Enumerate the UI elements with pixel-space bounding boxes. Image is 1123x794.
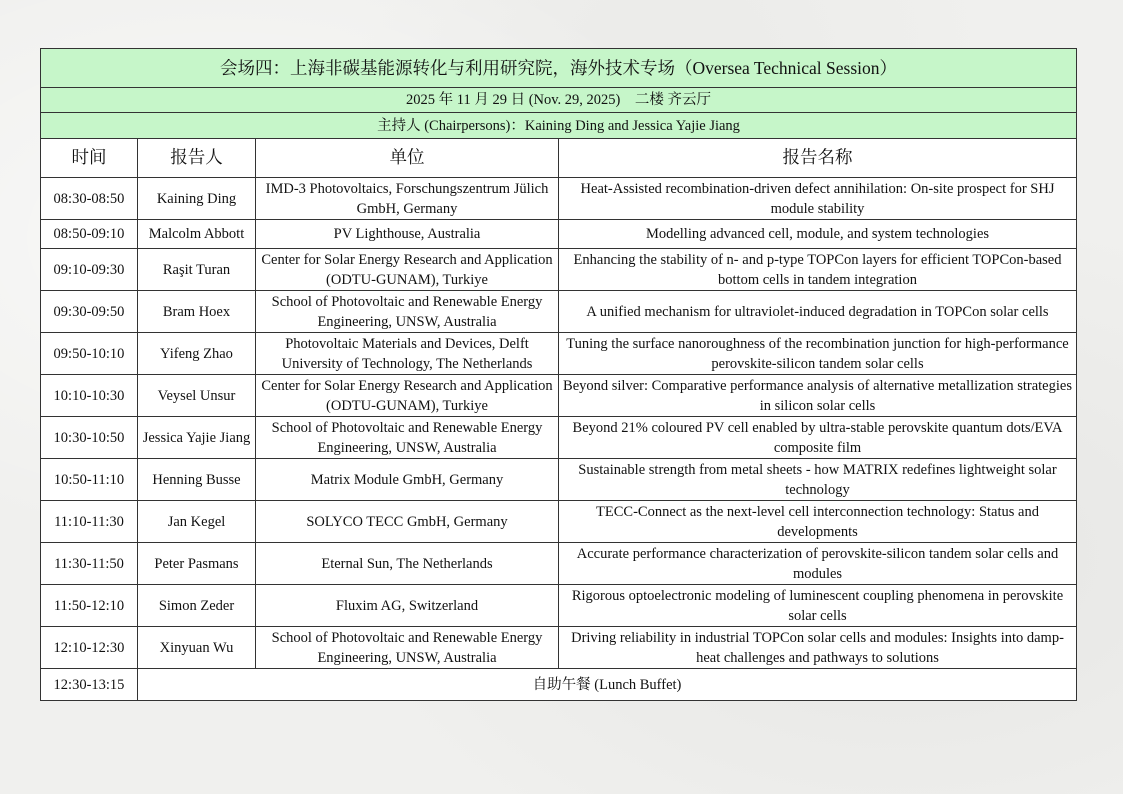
session-speaker: Jan Kegel [138, 501, 256, 543]
table-row [41, 375, 1077, 417]
session-speaker: Raşit Turan [138, 249, 256, 291]
session-talk-title: Driving reliability in industrial TOPCon solar cells and modules: Insights into damp-heat challenges and pathways to solutions [559, 627, 1077, 669]
session-talk-title: A unified mechanism for ultraviolet-induced degradation in TOPCon solar cells [559, 291, 1077, 333]
table-row [41, 417, 1077, 459]
session-unit: School of Photovoltaic and Renewable Energy Engineering, UNSW, Australia [256, 417, 559, 459]
session-time: 09:30-09:50 [41, 291, 138, 333]
session-time: 08:30-08:50 [41, 178, 138, 220]
session-time: 10:50-11:10 [41, 459, 138, 501]
table-row [41, 333, 1077, 375]
table-row [41, 291, 1077, 333]
table-row [41, 501, 1077, 543]
session-time: 10:30-10:50 [41, 417, 138, 459]
session-talk-title: Modelling advanced cell, module, and system technologies [559, 220, 1077, 249]
table-row [41, 459, 1077, 501]
session-time: 12:10-12:30 [41, 627, 138, 669]
table-row [41, 543, 1077, 585]
column-header-unit: 单位 [256, 139, 559, 178]
table-row [41, 220, 1077, 249]
table-row [41, 627, 1077, 669]
session-speaker: Veysel Unsur [138, 375, 256, 417]
session-unit: Matrix Module GmbH, Germany [256, 459, 559, 501]
session-speaker: Malcolm Abbott [138, 220, 256, 249]
session-unit: Center for Solar Energy Research and Application (ODTU-GUNAM), Turkiye [256, 249, 559, 291]
table-row [41, 585, 1077, 627]
session-unit: Eternal Sun, The Netherlands [256, 543, 559, 585]
session-unit: IMD-3 Photovoltaics, Forschungszentrum Jülich GmbH, Germany [256, 178, 559, 220]
session-unit: PV Lighthouse, Australia [256, 220, 559, 249]
session-talk-title: Heat-Assisted recombination-driven defect annihilation: On-site prospect for SHJ module stability [559, 178, 1077, 220]
session-time: 11:30-11:50 [41, 543, 138, 585]
session-title-row [41, 49, 1077, 88]
session-time: 11:50-12:10 [41, 585, 138, 627]
session-speaker: Xinyuan Wu [138, 627, 256, 669]
session-talk-title: Beyond 21% coloured PV cell enabled by ultra-stable perovskite quantum dots/EVA composite film [559, 417, 1077, 459]
table-row [41, 178, 1077, 220]
session-speaker: Henning Busse [138, 459, 256, 501]
session-speaker: Jessica Yajie Jiang [138, 417, 256, 459]
session-unit: Center for Solar Energy Research and Application (ODTU-GUNAM), Turkiye [256, 375, 559, 417]
session-speaker: Simon Zeder [138, 585, 256, 627]
lunch-row [41, 669, 1077, 701]
session-speaker: Kaining Ding [138, 178, 256, 220]
lunch-time: 12:30-13:15 [41, 669, 138, 701]
session-time: 10:10-10:30 [41, 375, 138, 417]
session-talk-title: Enhancing the stability of n- and p-type TOPCon layers for efficient TOPCon-based bottom cells in tandem integration [559, 249, 1077, 291]
session-date-row [41, 88, 1077, 113]
session-date-venue: 2025 年 11 月 29 日 (Nov. 29, 2025) 二楼 齐云厅 [41, 88, 1077, 113]
table-row [41, 249, 1077, 291]
session-time: 09:10-09:30 [41, 249, 138, 291]
session-talk-title: Rigorous optoelectronic modeling of luminescent coupling phenomena in perovskite solar cells [559, 585, 1077, 627]
column-header-time: 时间 [41, 139, 138, 178]
session-talk-title: Accurate performance characterization of perovskite-silicon tandem solar cells and modules [559, 543, 1077, 585]
column-header-row [41, 139, 1077, 178]
session-speaker: Yifeng Zhao [138, 333, 256, 375]
chairpersons: 主持人 (Chairpersons)：Kaining Ding and Jessica Yajie Jiang [41, 113, 1077, 139]
session-speaker: Peter Pasmans [138, 543, 256, 585]
session-time: 09:50-10:10 [41, 333, 138, 375]
column-header-speaker: 报告人 [138, 139, 256, 178]
session-talk-title: Beyond silver: Comparative performance analysis of alternative metallization strategies in silicon solar cells [559, 375, 1077, 417]
lunch-label: 自助午餐 (Lunch Buffet) [138, 669, 1077, 701]
session-title: 会场四：上海非碳基能源转化与利用研究院，海外技术专场（Oversea Technical Session） [41, 49, 1077, 88]
session-unit: SOLYCO TECC GmbH, Germany [256, 501, 559, 543]
session-talk-title: TECC-Connect as the next-level cell interconnection technology: Status and developments [559, 501, 1077, 543]
session-talk-title: Tuning the surface nanoroughness of the recombination junction for high-performance perovskite-silicon tandem solar cells [559, 333, 1077, 375]
session-talk-title: Sustainable strength from metal sheets - how MATRIX redefines lightweight solar technology [559, 459, 1077, 501]
session-unit: Photovoltaic Materials and Devices, Delft University of Technology, The Netherlands [256, 333, 559, 375]
column-header-title: 报告名称 [559, 139, 1077, 178]
session-unit: School of Photovoltaic and Renewable Energy Engineering, UNSW, Australia [256, 627, 559, 669]
session-unit: School of Photovoltaic and Renewable Energy Engineering, UNSW, Australia [256, 291, 559, 333]
session-speaker: Bram Hoex [138, 291, 256, 333]
session-time: 11:10-11:30 [41, 501, 138, 543]
session-unit: Fluxim AG, Switzerland [256, 585, 559, 627]
chairpersons-row [41, 113, 1077, 139]
session-agenda-table [40, 48, 1077, 701]
session-time: 08:50-09:10 [41, 220, 138, 249]
